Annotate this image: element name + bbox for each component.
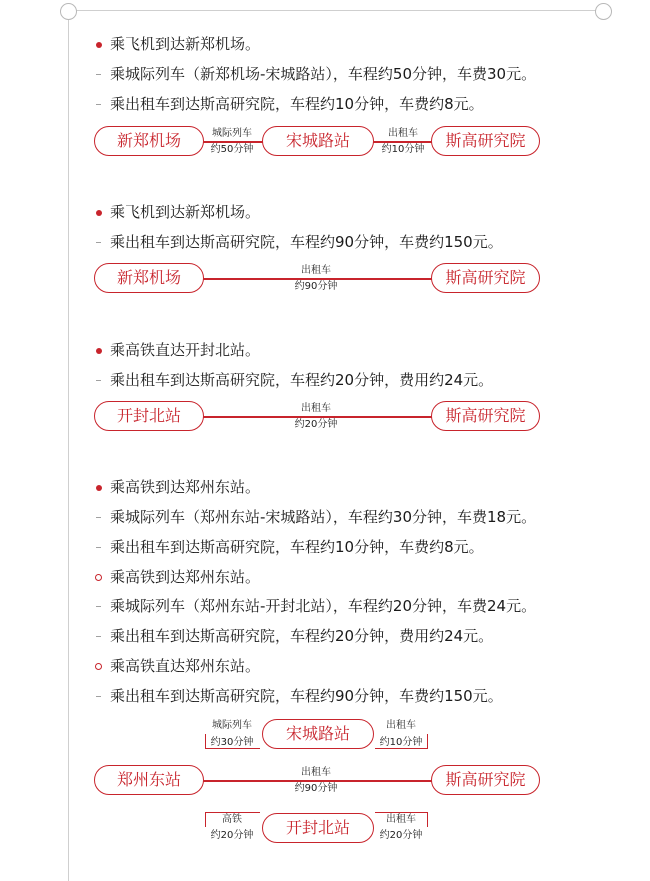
route-step: 乘出租车到达斯高研究院，车程约10分钟，车费约8元。 xyxy=(94,91,484,117)
travel-time-label: 约10分钟 xyxy=(381,144,425,155)
dash-icon xyxy=(96,547,101,549)
transport-mode-label: 高铁 xyxy=(222,814,242,825)
bullet-dot-icon xyxy=(96,348,102,354)
bullet-dot-icon xyxy=(96,42,102,48)
route-step: 乘飞机到达新郑机场。 xyxy=(94,31,260,57)
travel-time-label: 约10分钟 xyxy=(379,737,423,748)
stop-pill: 新郑机场 xyxy=(94,263,204,293)
transport-mode-label: 出租车 xyxy=(301,767,331,778)
route-step: 乘高铁到达郑州东站。 xyxy=(94,474,260,500)
destination-pill: 斯高研究院 xyxy=(431,126,540,156)
stop-pill: 开封北站 xyxy=(262,813,374,843)
destination-pill: 斯高研究院 xyxy=(431,765,540,795)
route-step: 乘城际列车（郑州东站-开封北站），车程约20分钟，车费24元。 xyxy=(94,593,536,619)
transport-mode-label: 城际列车 xyxy=(212,128,252,139)
timeline-rail xyxy=(68,10,69,881)
destination-pill: 斯高研究院 xyxy=(431,263,540,293)
route-step: 乘出租车到达斯高研究院，车程约20分钟，费用约24元。 xyxy=(94,367,493,393)
dash-icon xyxy=(96,606,101,608)
dash-icon xyxy=(96,74,101,76)
dash-icon xyxy=(96,242,101,244)
transport-mode-label: 城际列车 xyxy=(212,720,252,731)
transport-mode-label: 出租车 xyxy=(301,265,331,276)
destination-pill: 斯高研究院 xyxy=(431,401,540,431)
stop-pill: 新郑机场 xyxy=(94,126,204,156)
transport-mode-label: 出租车 xyxy=(386,814,416,825)
top-rule xyxy=(68,10,603,11)
travel-time-label: 约20分钟 xyxy=(294,419,338,430)
bullet-dot-icon xyxy=(96,485,102,491)
travel-time-label: 约90分钟 xyxy=(294,783,338,794)
route-step: 乘高铁到达郑州东站。 xyxy=(94,564,260,590)
dash-icon xyxy=(96,517,101,519)
transport-mode-label: 出租车 xyxy=(301,403,331,414)
travel-time-label: 约50分钟 xyxy=(210,144,254,155)
travel-time-label: 约20分钟 xyxy=(210,830,254,841)
bullet-circle-icon xyxy=(95,663,102,670)
route-step: 乘城际列车（新郑机场-宋城路站），车程约50分钟，车费30元。 xyxy=(94,61,536,87)
stop-pill: 开封北站 xyxy=(94,401,204,431)
dash-icon xyxy=(96,104,101,106)
rail-end-circle-icon xyxy=(595,3,612,20)
travel-time-label: 约90分钟 xyxy=(294,281,338,292)
route-step: 乘飞机到达新郑机场。 xyxy=(94,199,260,225)
travel-time-label: 约20分钟 xyxy=(379,830,423,841)
transport-mode-label: 出租车 xyxy=(388,128,418,139)
dash-icon xyxy=(96,380,101,382)
route-step: 乘高铁直达郑州东站。 xyxy=(94,653,260,679)
route-step: 乘出租车到达斯高研究院，车程约90分钟，车费约150元。 xyxy=(94,229,503,255)
stop-pill: 宋城路站 xyxy=(262,719,374,749)
route-step: 乘高铁直达开封北站。 xyxy=(94,337,260,363)
bullet-dot-icon xyxy=(96,210,102,216)
route-step: 乘出租车到达斯高研究院，车程约20分钟，费用约24元。 xyxy=(94,623,493,649)
stop-pill: 宋城路站 xyxy=(262,126,374,156)
rail-start-circle-icon xyxy=(60,3,77,20)
dash-icon xyxy=(96,636,101,638)
dash-icon xyxy=(96,696,101,698)
bullet-circle-icon xyxy=(95,574,102,581)
transport-mode-label: 出租车 xyxy=(386,720,416,731)
route-step: 乘城际列车（郑州东站-宋城路站），车程约30分钟，车费18元。 xyxy=(94,504,536,530)
travel-time-label: 约30分钟 xyxy=(210,737,254,748)
route-step: 乘出租车到达斯高研究院，车程约10分钟，车费约8元。 xyxy=(94,534,484,560)
route-step: 乘出租车到达斯高研究院，车程约90分钟，车费约150元。 xyxy=(94,683,503,709)
origin-pill: 郑州东站 xyxy=(94,765,204,795)
